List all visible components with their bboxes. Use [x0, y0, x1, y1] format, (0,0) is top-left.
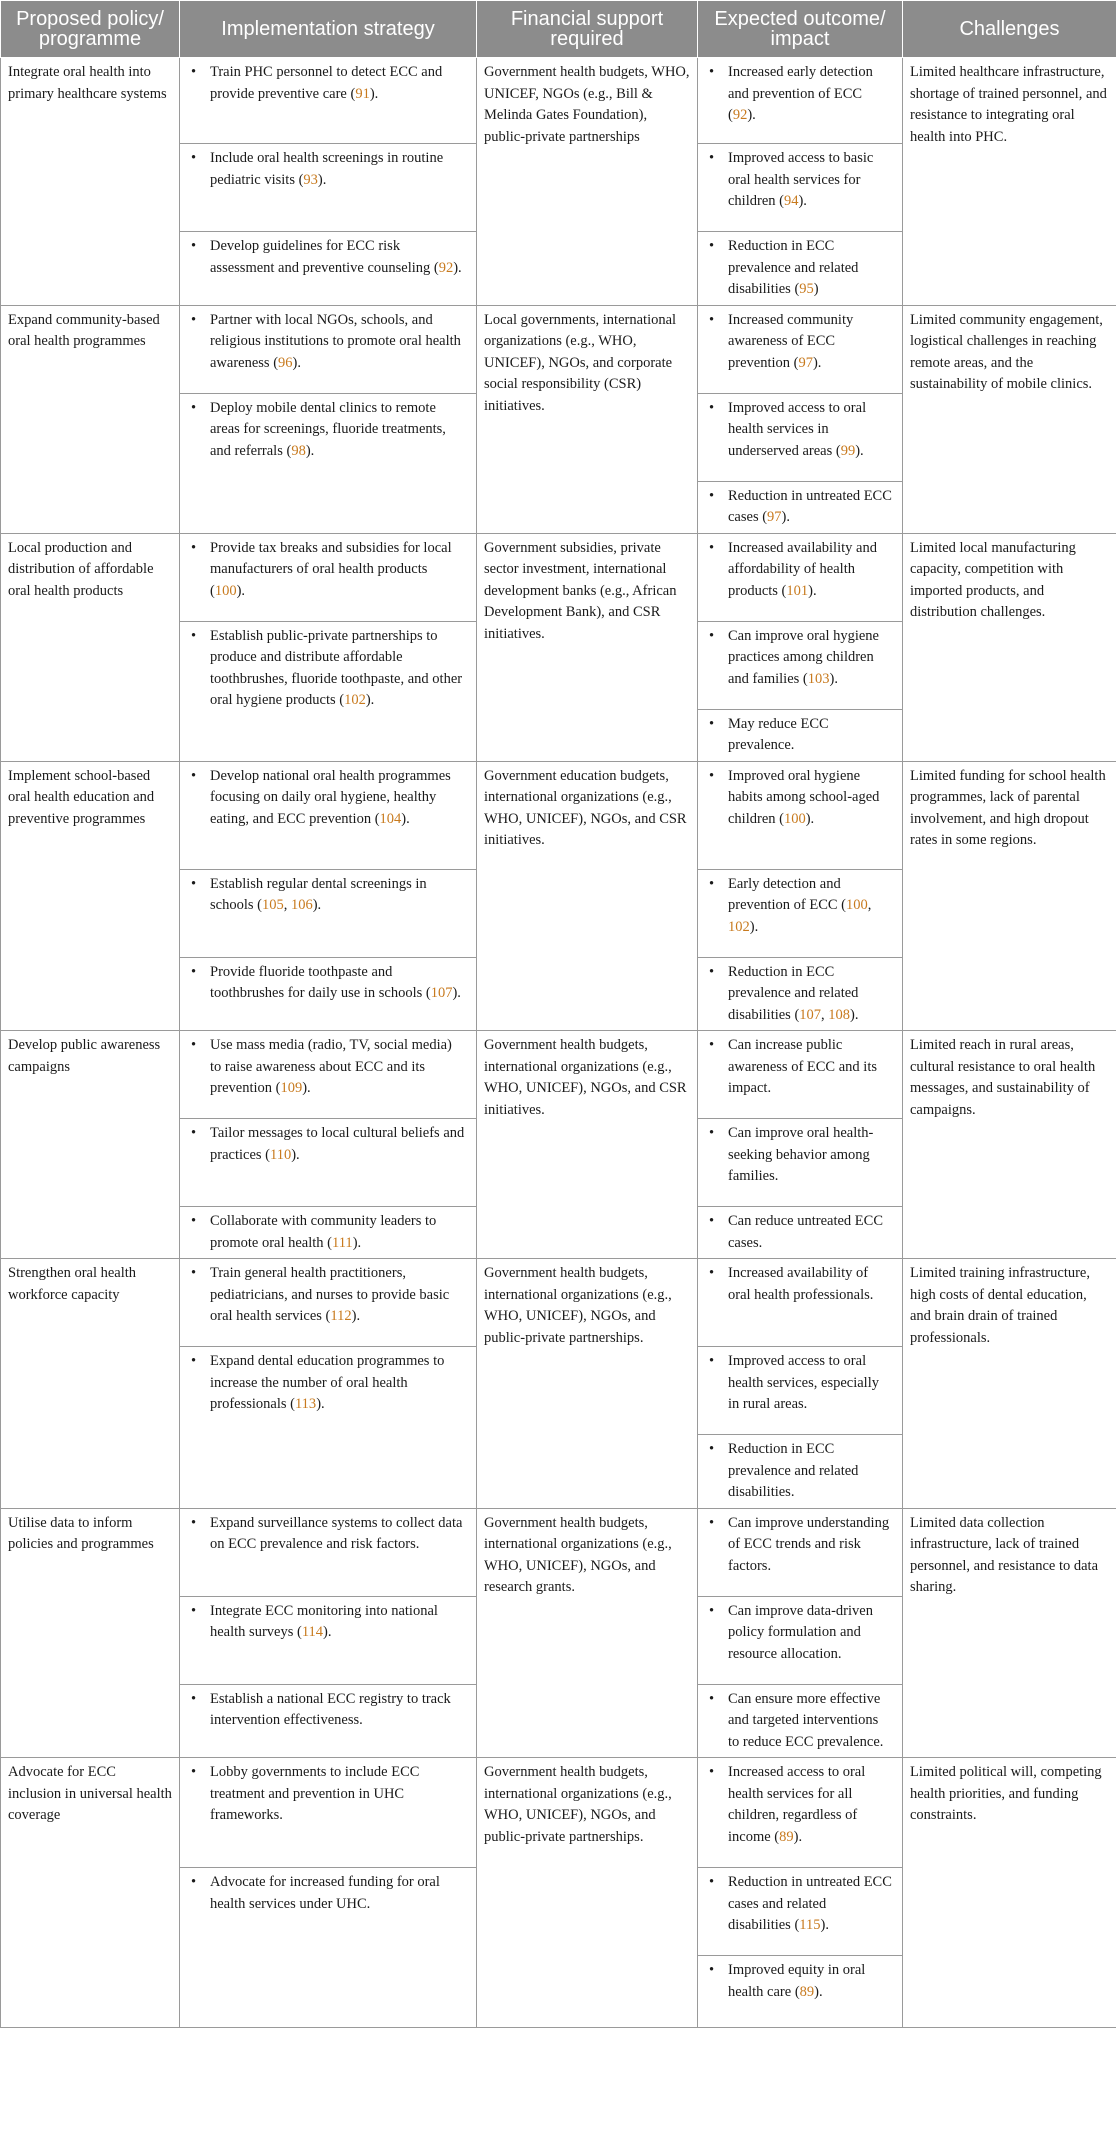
reference-link[interactable]: 101	[786, 582, 809, 599]
item-text-suffix: ).	[369, 85, 379, 102]
strategy-item	[180, 534, 476, 622]
outcome-cell	[698, 1758, 903, 2028]
strategy-cell	[180, 1031, 477, 1259]
strategy-item	[180, 1758, 476, 1868]
item-text-suffix: ).	[814, 1983, 823, 2000]
item-text-suffix: ).	[305, 442, 315, 459]
outcome-cell	[698, 58, 903, 306]
outcome-item	[698, 710, 902, 761]
outcome-item	[698, 1031, 902, 1119]
item-text: Can improve oral health-seeking behavior among families.	[728, 1125, 874, 1184]
item-text-suffix: ).	[793, 1828, 803, 1845]
outcome-item	[698, 762, 902, 870]
table-row	[1, 58, 1116, 306]
reference-link[interactable]: 108	[828, 1006, 851, 1023]
item-text: Can improve oral hygiene practices among children and families (	[728, 627, 879, 687]
item-text-suffix: ).	[302, 1080, 311, 1096]
item-text: Lobby governments to include ECC treatment and prevention in UHC frameworks.	[210, 1764, 420, 1823]
challenges-cell: Limited funding for school health programmes, lack of parental involvement, and high dropout rates in some regions.	[903, 761, 1116, 1031]
reference-link[interactable]: 114	[301, 1624, 324, 1640]
item-text: Increased early detection and prevention of ECC (	[728, 64, 873, 123]
reference-link[interactable]: 98	[291, 442, 306, 459]
item-text: Provide tax breaks and subsidies for local manufacturers of oral health products (	[210, 539, 452, 599]
item-text-suffix: ).	[352, 1234, 362, 1251]
item-text-suffix: ).	[312, 897, 322, 913]
outcome-cell	[698, 1508, 903, 1758]
item-text: Can ensure more effective and targeted interventions to reduce ECC prevalence.	[728, 1690, 884, 1750]
header-expected-outcome: Expected outcome/ impact	[698, 1, 903, 58]
strategy-item	[180, 1119, 476, 1207]
table-row	[1, 533, 1116, 761]
funding-cell: Local governments, international organizations (e.g., WHO, UNICEF), NGOs, and corporate social responsibility (CSR) initiatives.	[477, 305, 698, 533]
funding-cell: Government health budgets, international organizations (e.g., WHO, UNICEF), NGOs, and CSR initiatives.	[477, 1031, 698, 1259]
reference-link[interactable]: 113	[294, 1396, 317, 1412]
item-text: Advocate for increased funding for oral health services under UHC.	[210, 1874, 440, 1912]
reference-link[interactable]: 100	[783, 810, 806, 827]
outcome-item	[698, 1685, 902, 1758]
item-text: Establish regular dental screenings in schools (	[210, 875, 427, 913]
challenges-cell: Limited political will, competing health priorities, and funding constraints.	[903, 1758, 1116, 2028]
outcome-item	[698, 306, 902, 394]
item-text-suffix: ).	[820, 1917, 829, 1933]
challenges-cell: Limited healthcare infrastructure, shortage of trained personnel, and resistance to integrating oral health into PHC.	[903, 58, 1116, 306]
item-text: Include oral health screenings in routine pediatric visits (	[210, 150, 444, 188]
item-text-suffix: ).	[749, 918, 759, 935]
funding-cell: Government health budgets, international organizations (e.g., WHO, UNICEF), NGOs, and public-private partnerships.	[477, 1758, 698, 2028]
reference-link[interactable]: 107	[430, 985, 453, 1001]
table-row	[1, 305, 1116, 533]
item-text: Train PHC personnel to detect ECC and provide preventive care (	[210, 64, 443, 102]
item-text: Improved equity in oral health care (	[728, 1962, 866, 2000]
strategy-item	[180, 58, 476, 144]
item-text: Reduction in untreated ECC cases (	[728, 487, 892, 525]
challenges-cell: Limited training infrastructure, high costs of dental education, and brain drain of trained professionals.	[903, 1259, 1116, 1509]
item-text: Tailor messages to local cultural beliefs and practices (	[210, 1125, 465, 1163]
item-text: Establish a national ECC registry to track intervention effectiveness.	[210, 1690, 451, 1728]
reference-link[interactable]: 111	[332, 1234, 353, 1251]
header-financial-support: Financial support required	[477, 1, 698, 58]
reference-link[interactable]: 109	[280, 1080, 303, 1096]
item-text: Improved oral hygiene habits among school-aged children (	[728, 767, 880, 827]
strategy-item	[180, 1347, 476, 1420]
item-text: Expand surveillance systems to collect data on ECC prevalence and risk factors.	[210, 1514, 463, 1552]
item-text-suffix: ).	[452, 985, 461, 1001]
item-text: Early detection and prevention of ECC (	[728, 875, 846, 913]
policy-cell: Advocate for ECC inclusion in universal health coverage	[1, 1758, 180, 2028]
item-text: Reduction in ECC prevalence and related disabilities.	[728, 1441, 859, 1500]
funding-cell: Government health budgets, WHO, UNICEF, NGOs (e.g., Bill & Melinda Gates Foundation), public-private partnerships	[477, 58, 698, 306]
strategy-cell	[180, 305, 477, 533]
policy-cell: Expand community-based oral health programmes	[1, 305, 180, 533]
strategy-item	[180, 1031, 476, 1119]
reference-link[interactable]: 95	[799, 281, 814, 297]
challenges-cell: Limited community engagement, logistical challenges in reaching remote areas, and the sustainability of mobile clinics.	[903, 305, 1116, 533]
item-text: Increased access to oral health services for all children, regardless of income (	[728, 1764, 866, 1845]
item-text: Increased availability and affordability of health products (	[728, 539, 877, 599]
item-text-suffix: ).	[812, 354, 822, 371]
reference-link[interactable]: 92	[438, 259, 454, 276]
item-text-suffix: ).	[365, 692, 375, 708]
strategy-item	[180, 306, 476, 394]
item-text: Can improve understanding of ECC trends and risk factors.	[728, 1514, 890, 1574]
item-text: Improved access to oral health services, especially in rural areas.	[728, 1353, 879, 1412]
strategy-cell	[180, 1259, 477, 1509]
reference-link[interactable]: 115	[799, 1917, 821, 1933]
item-text: Integrate ECC monitoring into national health surveys (	[210, 1602, 438, 1640]
item-text: Increased community awareness of ECC prevention (	[728, 311, 854, 371]
policy-cell: Develop public awareness campaigns	[1, 1031, 180, 1259]
item-text-suffix: )	[813, 281, 819, 297]
outcome-item	[698, 870, 902, 958]
policy-cell: Integrate oral health into primary healthcare systems	[1, 58, 180, 306]
strategy-item	[180, 1509, 476, 1597]
item-text-suffix: ).	[850, 1006, 859, 1023]
item-text: May reduce ECC prevalence.	[728, 715, 829, 753]
outcome-item	[698, 1347, 902, 1435]
outcome-item	[698, 232, 902, 305]
item-text-suffix: ).	[798, 193, 807, 209]
strategy-cell	[180, 58, 477, 306]
policy-cell: Implement school-based oral health education and preventive programmes	[1, 761, 180, 1031]
strategy-cell	[180, 1758, 477, 2028]
item-text-suffix: ).	[236, 582, 246, 599]
item-text: Train general health practitioners, pediatricians, and nurses to provide basic oral health services (	[210, 1265, 450, 1324]
strategy-item	[180, 232, 476, 283]
outcome-item	[698, 394, 902, 482]
challenges-cell: Limited reach in rural areas, cultural resistance to oral health messages, and sustainability of campaigns.	[903, 1031, 1116, 1259]
reference-link[interactable]: 97	[798, 354, 813, 371]
outcome-cell	[698, 1259, 903, 1509]
strategy-item	[180, 1868, 476, 1919]
outcome-item	[698, 1207, 902, 1258]
policy-cell: Strengthen oral health workforce capacity	[1, 1259, 180, 1509]
reference-link[interactable]: 92	[732, 107, 748, 123]
item-text-suffix: ).	[291, 1146, 300, 1163]
challenges-cell: Limited local manufacturing capacity, competition with imported products, and distribution challenges.	[903, 533, 1116, 761]
item-text-suffix: ).	[292, 354, 302, 371]
funding-cell: Government health budgets, international organizations (e.g., WHO, UNICEF), NGOs, and public-private partnerships.	[477, 1259, 698, 1509]
item-text: Develop guidelines for ECC risk assessment and preventive counseling (	[210, 238, 439, 276]
reference-link[interactable]: 99	[840, 442, 856, 459]
reference-link[interactable]: 107	[799, 1006, 822, 1023]
item-text: Partner with local NGOs, schools, and religious institutions to promote oral health awareness (	[210, 311, 461, 371]
header-policy: Proposed policy/ programme	[1, 1, 180, 58]
reference-link[interactable]: 103	[807, 670, 830, 687]
outcome-item	[698, 534, 902, 622]
ref-separator: ,	[283, 897, 291, 913]
funding-cell: Government education budgets, international organizations (e.g., WHO, UNICEF), NGOs, and CSR initiatives.	[477, 761, 698, 1031]
table-row	[1, 761, 1116, 1031]
reference-link[interactable]: 104	[379, 810, 402, 827]
item-text-suffix: ).	[401, 810, 410, 827]
item-text: Can improve data-driven policy formulation and resource allocation.	[728, 1602, 873, 1662]
item-text: Improved access to oral health services in underserved areas (	[728, 399, 867, 459]
item-text: Collaborate with community leaders to promote oral health (	[210, 1213, 437, 1251]
strategy-cell	[180, 761, 477, 1031]
item-text: Provide fluoride toothpaste and toothbrushes for daily use in schools (	[210, 963, 431, 1001]
header-challenges: Challenges	[903, 1, 1116, 58]
reference-link[interactable]: 102	[728, 918, 750, 935]
item-text: Deploy mobile dental clinics to remote areas for screenings, fluoride treatments, and referrals (	[210, 399, 446, 459]
strategy-cell	[180, 533, 477, 761]
item-text-suffix: ).	[453, 259, 462, 276]
reference-link[interactable]: 100	[846, 897, 868, 913]
item-text-suffix: ).	[323, 1624, 332, 1640]
strategy-item	[180, 1597, 476, 1685]
outcome-item	[698, 1758, 902, 1868]
item-text: Develop national oral health programmes focusing on daily oral hygiene, healthy eating, and ECC prevention (	[210, 767, 451, 827]
reference-link[interactable]: 89	[799, 1983, 815, 2000]
policy-cell: Local production and distribution of affordable oral health products	[1, 533, 180, 761]
reference-link[interactable]: 106	[290, 897, 313, 913]
item-text: Establish public-private partnerships to produce and distribute affordable toothbrushes, fluoride toothpaste, and other oral hygiene products (	[210, 627, 463, 708]
table-row	[1, 1031, 1116, 1259]
item-text-suffix: ).	[805, 810, 815, 827]
item-text-suffix: ).	[808, 582, 817, 599]
challenges-cell: Limited data collection infrastructure, lack of trained personnel, and resistance to data sharing.	[903, 1508, 1116, 1758]
strategy-item	[180, 762, 476, 870]
strategy-item	[180, 622, 476, 716]
strategy-item	[180, 1685, 476, 1736]
table-body	[1, 58, 1116, 2028]
outcome-item	[698, 958, 902, 1031]
outcome-item	[698, 58, 902, 144]
reference-link[interactable]: 97	[767, 509, 782, 525]
item-text-suffix: ).	[316, 1396, 325, 1412]
outcome-item	[698, 1509, 902, 1597]
item-text-suffix: ).	[351, 1308, 361, 1324]
outcome-item	[698, 1119, 902, 1207]
reference-link[interactable]: 112	[330, 1308, 352, 1324]
table-row	[1, 1758, 1116, 2028]
item-text: Reduction in ECC prevalence and related disabilities (	[728, 963, 859, 1023]
outcome-item	[698, 144, 902, 232]
outcome-item	[698, 1868, 902, 1956]
outcome-item	[698, 1956, 902, 2007]
header-implementation: Implementation strategy	[180, 1, 477, 58]
item-text: Use mass media (radio, TV, social media) to raise awareness about ECC and its prevention (	[210, 1037, 452, 1096]
outcome-item	[698, 1435, 902, 1508]
reference-link[interactable]: 91	[355, 85, 370, 102]
item-text: Expand dental education programmes to increase the number of oral health professionals (	[210, 1353, 445, 1412]
item-text: Increased availability of oral health professionals.	[728, 1265, 874, 1303]
strategy-cell	[180, 1508, 477, 1758]
item-text-suffix: ).	[781, 509, 791, 525]
item-text: Can increase public awareness of ECC and its impact.	[728, 1037, 877, 1096]
header-row	[1, 1, 1116, 58]
strategy-item	[180, 394, 476, 467]
reference-link[interactable]: 102	[344, 692, 366, 708]
item-text-suffix: ).	[855, 442, 864, 459]
strategy-item	[180, 144, 476, 232]
outcome-item	[698, 622, 902, 710]
table-row	[1, 1508, 1116, 1758]
outcome-item	[698, 1597, 902, 1685]
strategy-item	[180, 958, 476, 1009]
reference-link[interactable]: 89	[779, 1828, 794, 1845]
table-row	[1, 1259, 1116, 1509]
ref-separator: ,	[867, 897, 872, 913]
ref-separator: ,	[821, 1006, 829, 1023]
reference-link[interactable]: 110	[269, 1146, 292, 1163]
outcome-cell	[698, 305, 903, 533]
outcome-item	[698, 482, 902, 533]
item-text: Reduction in untreated ECC cases and related disabilities (	[728, 1874, 892, 1933]
strategy-item	[180, 1259, 476, 1347]
reference-link[interactable]: 100	[214, 582, 237, 599]
reference-link[interactable]: 93	[303, 171, 318, 188]
strategy-item	[180, 1207, 476, 1258]
reference-link[interactable]: 96	[278, 354, 293, 371]
funding-cell: Government subsidies, private sector investment, international development banks (e.g., African Development Bank), and CSR initiatives.	[477, 533, 698, 761]
outcome-cell	[698, 761, 903, 1031]
item-text: Can reduce untreated ECC cases.	[728, 1213, 884, 1251]
item-text-suffix: ).	[317, 171, 327, 188]
item-text-suffix: ).	[829, 670, 838, 687]
item-text-suffix: ).	[747, 107, 756, 123]
funding-cell: Government health budgets, international organizations (e.g., WHO, UNICEF), NGOs, and research grants.	[477, 1508, 698, 1758]
outcome-cell	[698, 1031, 903, 1259]
reference-link[interactable]: 94	[783, 193, 799, 209]
outcome-item	[698, 1259, 902, 1347]
item-text: Reduction in ECC prevalence and related disabilities (	[728, 238, 859, 297]
item-text: Improved access to basic oral health services for children (	[728, 150, 874, 209]
policy-cell: Utilise data to inform policies and programmes	[1, 1508, 180, 1758]
outcome-cell	[698, 533, 903, 761]
strategy-item	[180, 870, 476, 958]
reference-link[interactable]: 105	[261, 897, 284, 913]
